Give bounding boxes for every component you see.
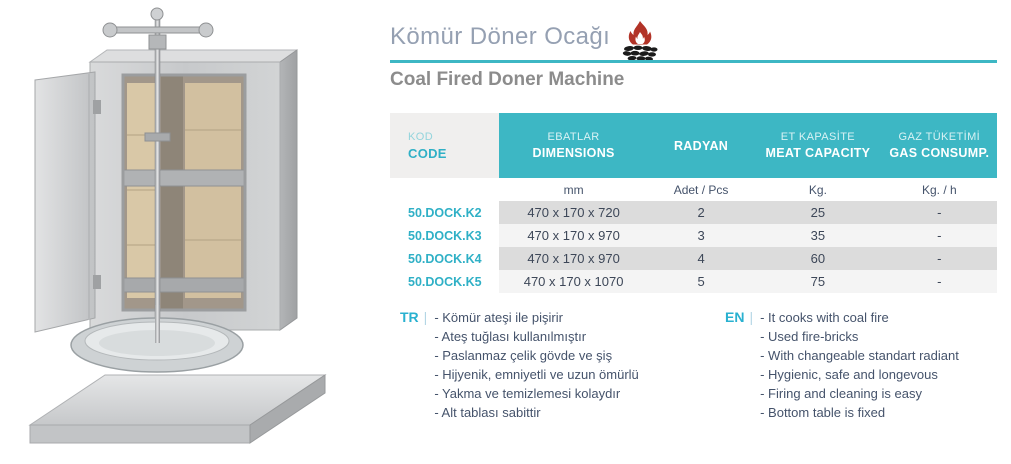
feature-item: - Bottom table is fixed	[760, 403, 959, 422]
feature-item: - Paslanmaz çelik gövde ve şiş	[434, 346, 638, 365]
features-tr	[400, 308, 725, 422]
title-row	[390, 22, 997, 60]
en-feature-list	[760, 308, 959, 422]
product-code: 50.DOCK.K4	[390, 247, 499, 270]
feature-item: - Ateş tuğlası kullanılmıştır	[434, 327, 638, 346]
cell-meat_capacity: 25	[754, 201, 881, 224]
spec-table-units-row	[390, 178, 997, 201]
product-code: 50.DOCK.K2	[390, 201, 499, 224]
tr-feature-list	[434, 308, 638, 422]
cell-radyan: 2	[648, 201, 754, 224]
cell-gas_consumption: -	[882, 201, 997, 224]
unit-meat_capacity: Kg.	[754, 178, 881, 201]
feature-item: - Alt tablası sabittir	[434, 403, 638, 422]
page-title-turkish: Kömür Döner Ocağı	[390, 23, 611, 50]
feature-item: - With changeable standart radiant	[760, 346, 959, 365]
column-header-radyan: RADYAN	[648, 113, 754, 178]
teal-divider	[390, 60, 997, 63]
spec-table-body	[390, 201, 997, 293]
cell-dimensions: 470 x 170 x 720	[499, 201, 648, 224]
feature-item: - Kömür ateşi ile pişirir	[434, 308, 638, 327]
table-row	[390, 270, 997, 293]
cell-dimensions: 470 x 170 x 1070	[499, 270, 648, 293]
cell-gas_consumption: -	[882, 247, 997, 270]
page-title-english: Coal Fired Doner Machine	[390, 69, 625, 90]
product-info	[390, 22, 997, 422]
base-platform	[30, 375, 325, 443]
cell-gas_consumption: -	[882, 224, 997, 247]
flame-coal-icon	[622, 20, 658, 65]
feature-item: - Firing and cleaning is easy	[760, 384, 959, 403]
cell-meat_capacity: 35	[754, 224, 881, 247]
feature-lists	[390, 308, 997, 422]
cell-meat_capacity: 60	[754, 247, 881, 270]
column-header-gas_consumption: GAZ TÜKETİMİ GAS CONSUMP.	[882, 113, 997, 178]
feature-item: - Yakma ve temizlemesi kolaydır	[434, 384, 638, 403]
spec-table	[390, 113, 997, 293]
column-header-dimensions: EBATLAR DIMENSIONS	[499, 113, 648, 178]
cell-meat_capacity: 75	[754, 270, 881, 293]
en-language-label: EN	[725, 309, 745, 325]
feature-item: - Hijyenik, emniyetli ve uzun ömürlü	[434, 365, 638, 384]
table-row	[390, 224, 997, 247]
machine-door	[35, 72, 101, 332]
cell-dimensions: 470 x 170 x 970	[499, 224, 648, 247]
cell-gas_consumption: -	[882, 270, 997, 293]
feature-item: - Used fire-bricks	[760, 327, 959, 346]
doner-machine-illustration	[15, 5, 380, 455]
unit-gas_consumption: Kg. / h	[882, 178, 997, 201]
cell-radyan: 4	[648, 247, 754, 270]
table-row	[390, 201, 997, 224]
feature-item: - Hygienic, safe and longevous	[760, 365, 959, 384]
cell-radyan: 3	[648, 224, 754, 247]
unit-radyan: Adet / Pcs	[648, 178, 754, 201]
unit-dimensions: mm	[499, 178, 648, 201]
features-en	[725, 308, 959, 422]
cell-dimensions: 470 x 170 x 970	[499, 247, 648, 270]
tr-separator: |	[423, 309, 428, 325]
machine-body	[90, 50, 297, 330]
column-header-meat_capacity: ET KAPASİTE MEAT CAPACITY	[754, 113, 881, 178]
table-row	[390, 247, 997, 270]
column-header-code: KOD CODE	[390, 113, 499, 178]
product-photo	[15, 5, 380, 455]
product-code: 50.DOCK.K5	[390, 270, 499, 293]
unit-code	[390, 178, 499, 201]
product-code: 50.DOCK.K3	[390, 224, 499, 247]
tr-language-label: TR	[400, 309, 419, 325]
en-separator: |	[749, 309, 754, 325]
spec-table-header-row	[390, 113, 997, 178]
feature-item: - It cooks with coal fire	[760, 308, 959, 327]
cell-radyan: 5	[648, 270, 754, 293]
